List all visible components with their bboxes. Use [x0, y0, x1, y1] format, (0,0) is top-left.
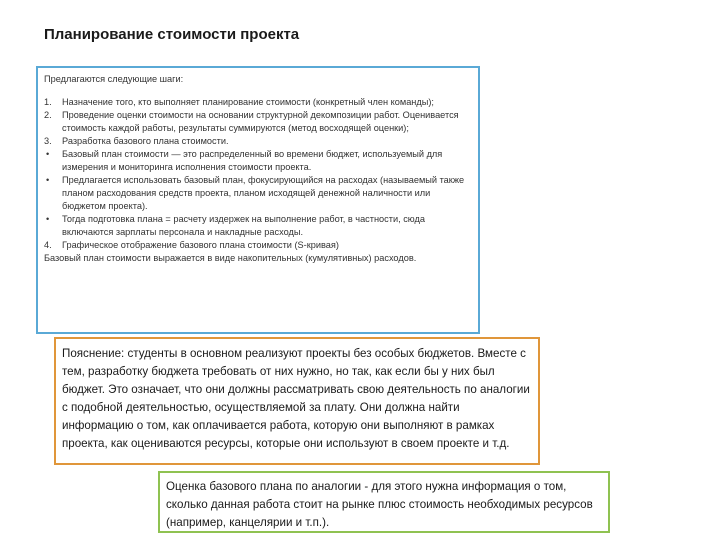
analogy-text: Оценка базового плана по аналогии - для этого нужна информация о том, сколько данная работа стоит на рынке плюс стоимость необходимых ресурсов (например, канцелярии и т.п.). — [166, 480, 593, 529]
list-item — [44, 239, 472, 252]
steps-closing: Базовый план стоимости выражается в виде накопительных (кумулятивных) расходов. — [44, 253, 417, 263]
list-item — [44, 109, 472, 135]
note-box — [54, 337, 540, 465]
analogy-box — [158, 471, 610, 533]
list-item-text: Разработка базового плана стоимости. — [62, 136, 229, 146]
list-item-text: Базовый план стоимости — это распределенный во времени бюджет, используемый для измерения и мониторинга исполнения стоимости проекта. — [62, 149, 443, 172]
list-item-text: Предлагается использовать базовый план, фокусирующийся на расходах (называемый также планом расходования средств проекта, планом исходящей денежной наличности или бюджетом проекта). — [62, 175, 465, 211]
steps-list — [44, 96, 472, 252]
note-text: Пояснение: студенты в основном реализуют проекты без особых бюджетов. Вместе с тем, разработку бюджета требовать от них нужно, но так, как если бы у них был бюджет. Это означает, что они должны рассматривать свою деятельность по аналогии с подобной деятельностью, осуществляемой за плату. Они должна найти информацию о том, как оплачивается работа, которую они выполняют в рамках проекта, как оцениваются ресурсы, которые они используют в своем проекте и т.д. — [62, 347, 530, 450]
bullet-marker: • — [46, 149, 50, 159]
steps-intro: Предлагаются следующие шаги: — [44, 74, 184, 84]
slide-title: Планирование стоимости проекта — [44, 26, 300, 43]
steps-box — [36, 66, 480, 334]
list-item-text: Графическое отображение базового плана стоимости (S-кривая) — [62, 240, 339, 250]
bullet-marker: • — [46, 214, 50, 224]
list-item — [44, 148, 472, 174]
list-item-text: Назначение того, кто выполняет планирование стоимости (конкретный член команды); — [62, 97, 434, 107]
bullet-marker: • — [46, 175, 50, 185]
list-marker: 4. — [44, 240, 52, 250]
list-marker: 2. — [44, 110, 52, 120]
list-item — [44, 96, 472, 109]
list-marker: 1. — [44, 97, 52, 107]
list-item-text: Тогда подготовка плана = расчету издержек на выполнение работ, в частности, сюда включаются зарплаты персонала и накладные расходы. — [62, 214, 425, 237]
list-item — [44, 174, 472, 213]
list-item — [44, 213, 472, 239]
list-marker: 3. — [44, 136, 52, 146]
list-item-text: Проведение оценки стоимости на основании структурной декомпозиции работ. Оценивается стоимость каждой работы, результаты суммируются (метод восходящей оценки); — [62, 110, 459, 133]
list-item — [44, 135, 472, 148]
